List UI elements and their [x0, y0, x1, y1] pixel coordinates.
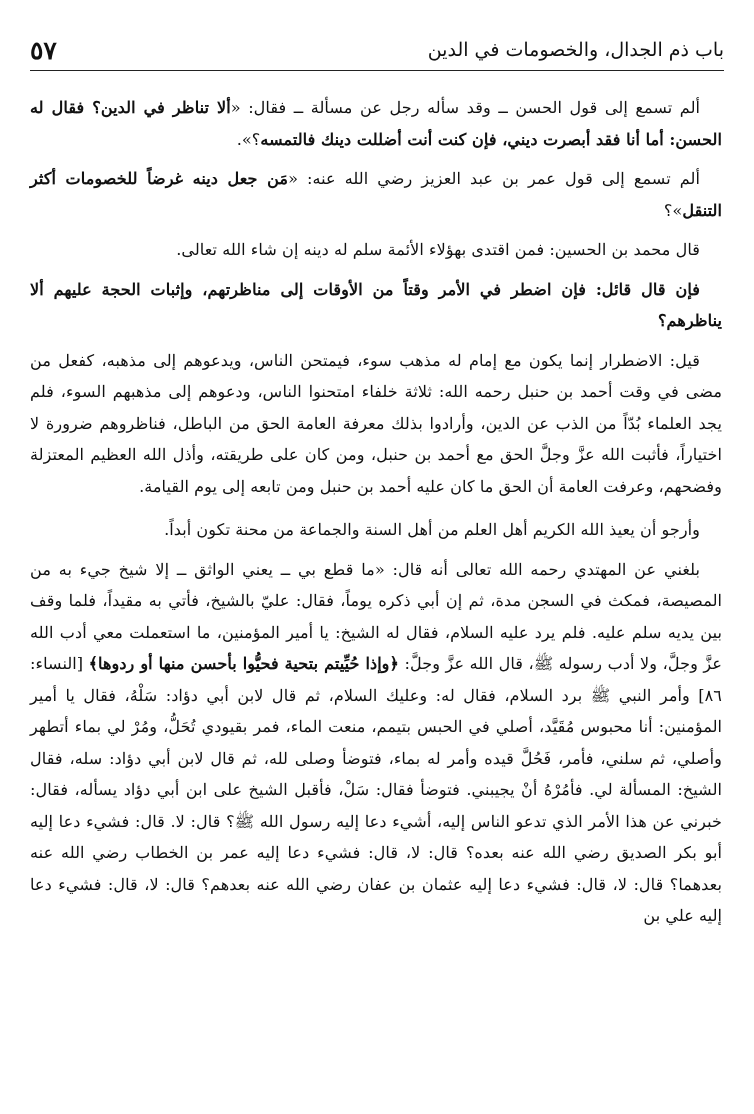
page-number: ٥٧ [30, 35, 57, 65]
paragraph-supplication: وأرجو أن يعيذ الله الكريم أهل العلم من أهل السنة والجماعة من محنة تكون أبداً. [164, 520, 700, 539]
page-header [30, 30, 724, 71]
question-text: فإن قال قائل: فإن اضطر في الأمر وقتاً من الأوقات إلى مناظرتهم، وإثبات الحجة عليهم ألا يناظرهم؟ [30, 279, 722, 330]
chapter-title: باب ذم الجدال، والخصومات في الدين [427, 39, 724, 61]
paragraph-muhtadi-story: بلغني عن المهتدي رحمه الله تعالى أنه قال: «ما قطع بي ــ يعني الواثق ــ إلا شيخ جيء به من المصيصة، فمكث في السجن مدة، ثم إن أبي ذكره يوماً، فقال: عليّ بالشيخ، فأتي به مقيداً، فلما وقف بين يديه سلم عليه. فلم يرد عليه السلام، فقال له الشيخ: يا أمير المؤمنين، ما استعملت معي أدب الله عزَّ وجلَّ، ولا أدب رسوله ﷺ، قال الله عزَّ وجلَّ: ﴿وإذا حُيِّيتم بتحية فحيُّوا بأحسن منها أو ردوها﴾ [النساء: ٨٦] وأمر النبي ﷺ برد السلام، فقال له: وعليك السلام، ثم قال لابن أبي دؤاد: سَلْهُ، فقال يا أمير المؤمنين: أنا محبوس مُقَيَّد، أصلي في الحبس بتيمم، منعت الماء، فمر بقيودي تُحَلُّ، ومُرْ لي بماء أتطهر وأصلي، ثم سلني، فأمر، فَحُلَّ قيده وأمر له بماء، فتوضأ وصلى لله، ثم قال لابن أبي دؤاد: سله، فقال الشيخ: المسألة لي. فأمُرْهُ أنْ يجيبني. فتوضأ فقال: سَلْ، فأقبل الشيخ على ابن أبي دؤاد يسأله، فقال: خبرني عن هذا الأمر الذي تدعو الناس إليه، أشيء دعا إليه رسول الله ﷺ؟ قال: لا. قال: فشيء دعا إليه أبو بكر الصديق رضي الله عنه بعده؟ قال: لا، قال: فشيء دعا إليه عمر بن الخطاب رضي الله عنه بعدهما؟ قال: لا، قال: فشيء دعا إليه عثمان بن عفان رضي الله عنه بعدهم؟ قال: لا، قال: فشيء دعا إليه علي بن [30, 559, 722, 925]
page-body [30, 92, 722, 940]
quote-text: مَن جعل دينه غرضاً للخصومات أكثر التنقل [30, 169, 722, 220]
paragraph-answer: قيل: الاضطرار إنما يكون مع إمام له مذهب سوء، فيمتحن الناس، ويدعوهم إلى مذهبه، كفعل من مضى في وقت أحمد بن حنبل رحمه الله: ثلاثة خلفاء امتحنوا الناس، ودعوهم إلى مذهبهم السوء، فلم يجد العلماء بُدّاً من الذب عن الدين، وأرادوا بذلك معرفة العامة الحق من الباطل، فناظروهم ضرورة لا اختياراً، فأثبت الله عزَّ وجلَّ الحق مع أحمد بن حنبل، ومن كان على طريقته، وأذل الله العظيم المعتزلة وفضحهم، وعرفت العامة أن الحق ما كان عليه أحمد بن حنبل ومن تابعه إلى يوم القيامة. [30, 350, 722, 496]
paragraph-hasan-quote: ألم تسمع إلى قول الحسن ــ وقد سأله رجل عن مسألة ــ فقال: «ألا تناظر في الدين؟ فقال له الحسن: أما أنا فقد أبصرت ديني، فإن كنت أنت أضللت دينك فالتمسه؟». [30, 98, 722, 149]
paragraph-ibn-husayn: قال محمد بن الحسين: فمن اقتدى بهؤلاء الأئمة سلم له دينه إن شاء الله تعالى. [176, 240, 700, 259]
paragraph-umar-quote: ألم تسمع إلى قول عمر بن عبد العزيز رضي الله عنه: «مَن جعل دينه غرضاً للخصومات أكثر التنقل»؟ [30, 169, 722, 220]
quote-text: ألا تناظر في الدين؟ فقال له الحسن: أما أنا فقد أبصرت ديني، فإن كنت أنت أضللت دينك فالتمسه [30, 98, 722, 149]
paragraph-question [30, 274, 722, 337]
quran-verse: ﴿وإذا حُيِّيتم بتحية فحيُّوا بأحسن منها أو ردوها﴾ [88, 654, 399, 673]
